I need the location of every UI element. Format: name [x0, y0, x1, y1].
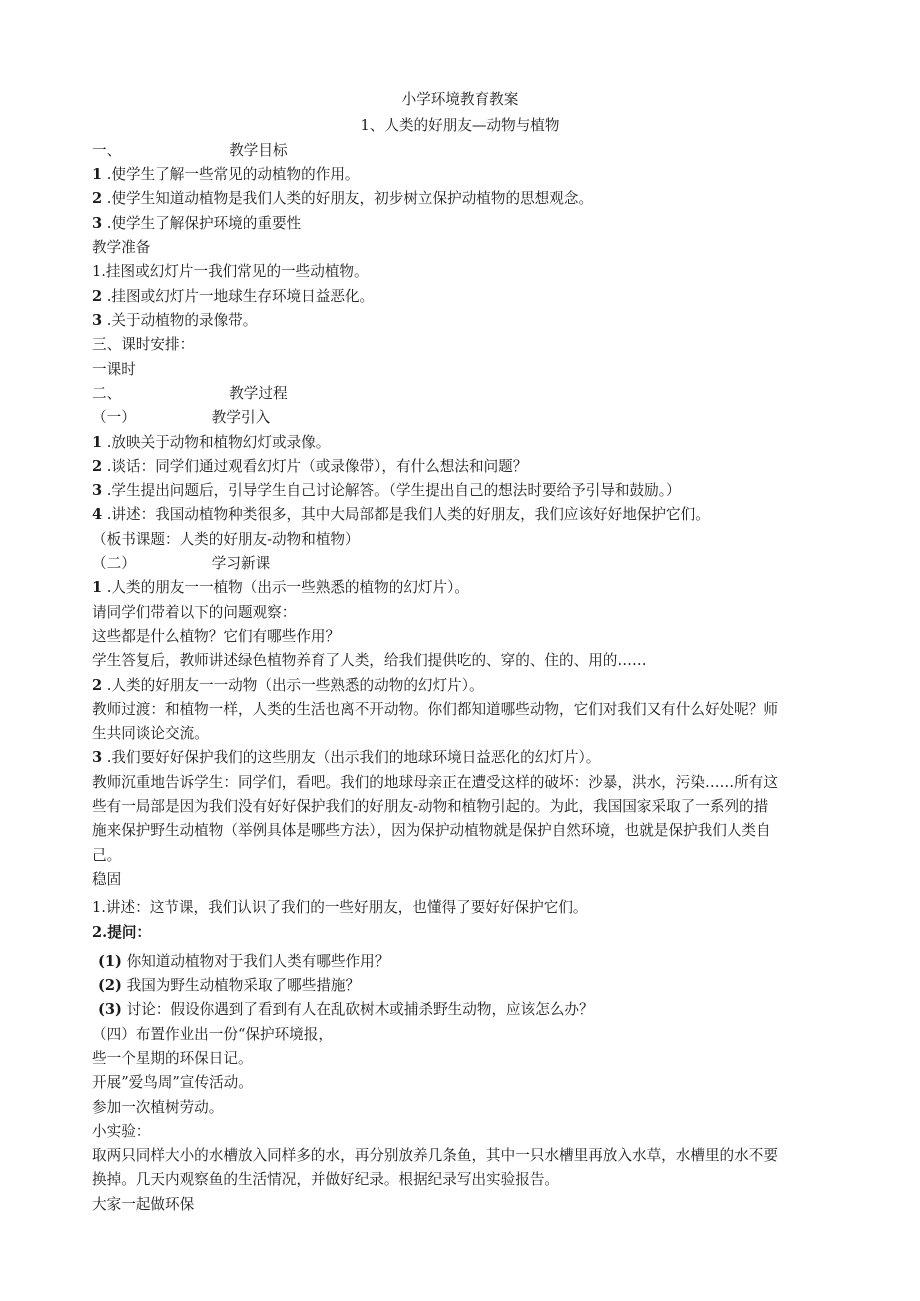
item-text: 我国为野生动植物采取了哪些措施？ — [126, 977, 361, 994]
paragraph-line: 学生答复后，教师讲述绿色植物养育了人类，给我们提供吃的、穿的、住的、用的…… — [92, 652, 647, 669]
paragraph-line: 这些都是什么植物？它们有哪些作用？ — [92, 628, 341, 645]
section-number: 二、 — [92, 385, 122, 402]
question-item — [98, 974, 838, 998]
item-number: 3 — [92, 749, 103, 766]
consolidate-heading: 稳固 — [92, 871, 122, 888]
part-title: 教学引入 — [211, 409, 271, 426]
prep-heading: 教学准备 — [92, 239, 151, 256]
goal-item — [92, 163, 832, 187]
item-number: 2 — [92, 288, 103, 305]
item-text: .讲述：我国动植物种类很多，其中大局部都是我们人类的好朋友，我们应该好好地保护它们。 — [106, 506, 710, 523]
consolidate-item: 1.讲述：这节课，我们认识了我们的一些好朋友，也懂得了要好好保护它们。 — [92, 899, 588, 916]
item-number: 2 — [92, 190, 103, 207]
prep-item: 1.挂图或幻灯片一我们常见的一些动植物。 — [92, 263, 369, 280]
section-process-heading — [92, 382, 832, 406]
section-goals-heading — [92, 139, 832, 163]
intro-item — [92, 503, 832, 527]
paragraph-line: 取两只同样大小的水槽放入同样多的水，再分别放养几条鱼，其中一只水槽里再放入水草，水槽里的水不要 — [92, 1147, 778, 1164]
item-number: 3 — [92, 482, 103, 499]
item-text: .使学生了解一些常见的动植物的作用。 — [106, 166, 360, 183]
closing-line: 大家一起做环保 — [92, 1196, 195, 1213]
part-intro-heading — [92, 406, 832, 430]
intro-item — [92, 431, 832, 455]
board-title: （板书课题：人类的好朋友-动物和植物） — [92, 531, 360, 548]
homework-item: 参加一次植树劳动。 — [92, 1099, 224, 1116]
intro-item — [92, 479, 832, 503]
item-number: (2) — [98, 977, 122, 994]
paragraph-line: 请同学们带着以下的问题观察： — [92, 604, 297, 621]
item-number: (3) — [98, 1001, 122, 1018]
item-number: 4 — [92, 506, 103, 523]
homework-item: 些一个星期的环保日记。 — [92, 1050, 253, 1067]
item-text: .我们要好好保护我们的这些朋友（出示我们的地球环境日益恶化的幻灯片）。 — [106, 749, 601, 766]
section-number: 一、 — [92, 142, 122, 159]
part-title: 学习新课 — [211, 555, 271, 572]
paragraph-line: 己。 — [92, 847, 122, 864]
new-item — [92, 674, 832, 698]
item-text: .人类的好朋友一一动物（出示一些熟悉的动物的幻灯片）。 — [106, 677, 484, 694]
item-number: 1 — [92, 166, 103, 183]
doc-subtitle — [0, 114, 920, 138]
goal-item — [92, 187, 832, 211]
new-item — [92, 746, 832, 770]
intro-item — [92, 455, 832, 479]
item-text: .放映关于动物和植物幻灯或录像。 — [106, 434, 331, 451]
new-item — [92, 576, 832, 600]
paragraph-line: 些有一局部是因为我们没有好好保护我们的好朋友-动物和植物引起的。为此，我国国家采取了一系列的措 — [92, 798, 769, 815]
consolidate-item: 2.提问： — [92, 924, 152, 941]
experiment-heading: 小实验： — [92, 1123, 151, 1140]
paragraph-line: 施来保护野生动植物（举例具体是哪些方法），因为保护动植物就是保护自然环境，也就是保护我们人类自 — [92, 822, 771, 839]
part-number: （二） — [92, 555, 136, 572]
question-item — [98, 950, 838, 974]
item-text: .人类的朋友一一植物（出示一些熟悉的植物的幻灯片）。 — [106, 579, 469, 596]
paragraph-line: 生共同谈论交流。 — [92, 725, 209, 742]
item-number: 1 — [92, 579, 103, 596]
question-item — [98, 998, 838, 1022]
item-text: 讨论：假设你遇到了看到有人在乱砍树木或捕杀野生动物，应该怎么办？ — [126, 1001, 594, 1018]
item-text: .关于动植物的录像带。 — [106, 312, 258, 329]
prep-item — [92, 309, 832, 333]
item-number: 1 — [92, 434, 103, 451]
item-number: (1) — [98, 953, 122, 970]
prep-item — [92, 285, 832, 309]
item-number: 3 — [92, 312, 103, 329]
homework-heading: （四）布置作业出一份“保护环境报， — [92, 1026, 333, 1043]
item-text: .学生提出问题后，引导学生自己讨论解答。（学生提出自己的想法时要给予引导和鼓励。） — [106, 482, 681, 499]
item-number: 2 — [92, 677, 103, 694]
item-text: 你知道动植物对于我们人类有哪些作用？ — [126, 953, 390, 970]
item-text: .谈话：同学们通过观看幻灯片（或录像带），有什么想法和问题？ — [106, 458, 528, 475]
item-text: .使学生知道动植物是我们人类的好朋友，初步树立保护动植物的思想观念。 — [106, 190, 594, 207]
goal-item — [92, 212, 832, 236]
schedule-heading: 三、课时安排： — [92, 336, 195, 353]
paragraph-line: 换掉。几天内观察鱼的生活情况，并做好纪录。根据纪录写出实验报告。 — [92, 1171, 560, 1188]
item-text: .使学生了解保护环境的重要性 — [106, 215, 302, 232]
section-title: 教学过程 — [229, 385, 288, 402]
paragraph-line: 教师沉重地告诉学生：同学们，看吧。我们的地球母亲正在遭受这样的破坏：沙暴，洪水，污染……所有这 — [92, 774, 778, 791]
homework-item: 开展”爱鸟周”宣传活动。 — [92, 1074, 253, 1091]
item-number: 3 — [92, 215, 103, 232]
doc-title: 小学环境教育教案 — [401, 91, 519, 108]
schedule-period: 一课时 — [92, 361, 136, 378]
part-new-heading — [92, 552, 832, 576]
item-number: 2 — [92, 458, 103, 475]
item-text: .挂图或幻灯片一地球生存环境日益恶化。 — [106, 288, 375, 305]
paragraph-line: 教师过渡：和植物一样，人类的生活也离不开动物。你们都知道哪些动物，它们对我们又有什么好处呢？师 — [92, 701, 778, 718]
section-title: 教学目标 — [229, 142, 288, 159]
doc-subtitle-text: 1、人类的好朋友—动物与植物 — [360, 117, 560, 134]
part-number: （一） — [92, 409, 136, 426]
